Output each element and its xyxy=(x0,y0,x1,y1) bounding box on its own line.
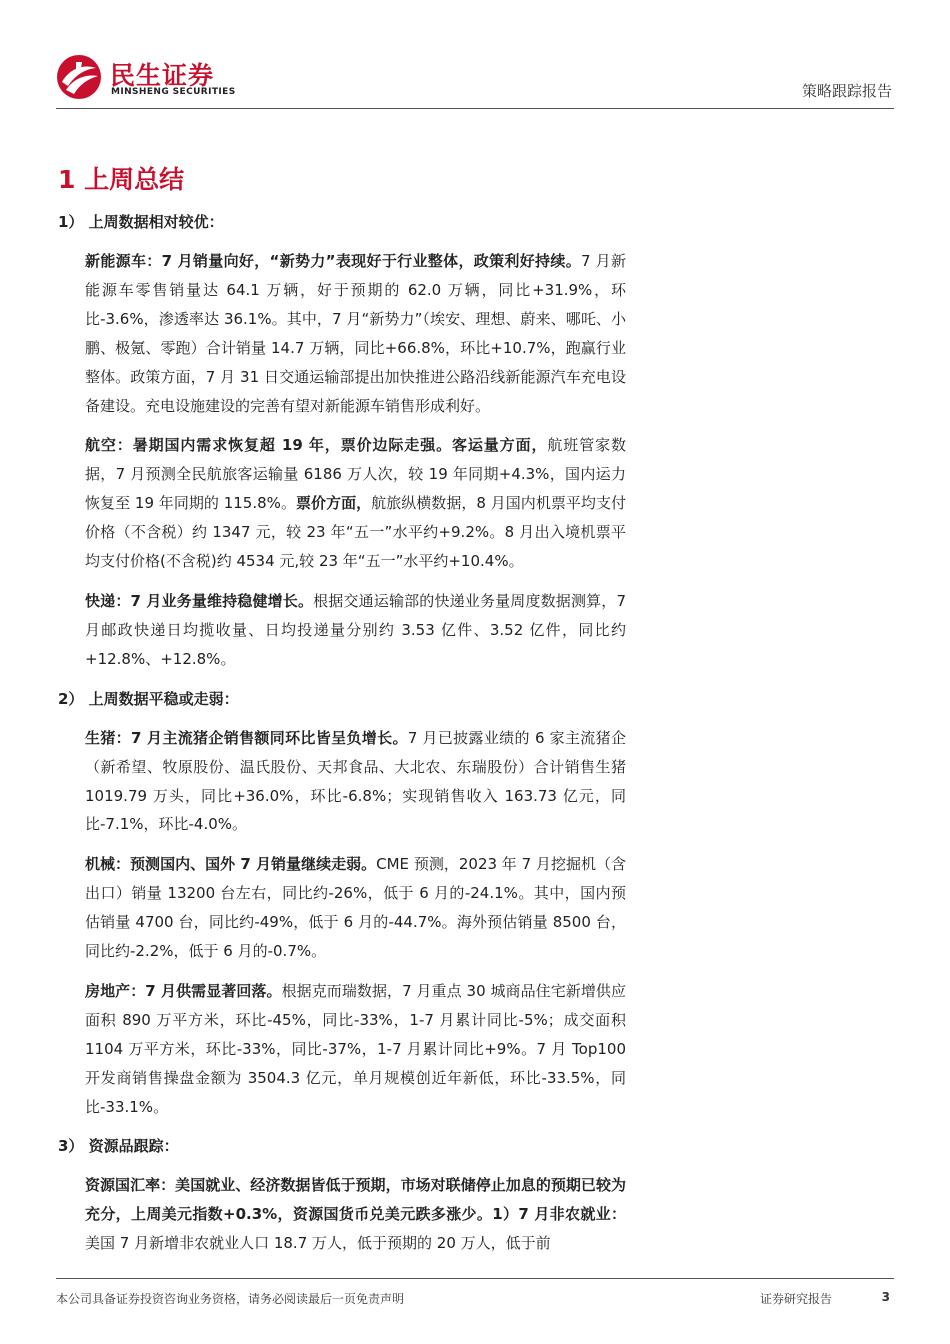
paragraph-nev xyxy=(85,247,626,420)
minsheng-logo xyxy=(56,54,236,104)
paragraph-aviation xyxy=(85,431,626,576)
page-header xyxy=(0,0,950,110)
paragraph-body: 7 月已披露业绩的 6 家主流猪企（新希望、牧原股份、温氏股份、天邦食品、大北农、东瑞股份）合计销售生猪 1019.79 万头，同比+36.0%，环比-6.8%；实现销售收入 163.73 亿元，同比-7.1%，环比-4.0%。 xyxy=(85,728,626,834)
minsheng-logo-icon xyxy=(56,54,102,100)
paragraph-machinery xyxy=(85,850,626,966)
main-content xyxy=(56,160,626,1269)
paragraph-body: 7 月新能源车零售销量达 64.1 万辆，好于预期的 62.0 万辆，同比+31.9%，环比-3.6%，渗透率达 36.1%。其中，7 月“新势力”（埃安、理想、蔚来、哪吒、小鹏、极氪、零跑）合计销量 14.7 万辆，同比+66.8%，环比+10.7%，跑赢行业整体。政策方面，7 月 31 日交通运输部提出加快推进公路沿线新能源汽车充电设备建设。充电设施建设的完善有望对新能源车销售形成利好。 xyxy=(85,252,626,415)
subsection-heading: 1） 上周数据相对较优： xyxy=(58,213,224,231)
paragraph-body: CME 预测，2023 年 7 月挖掘机（含出口）销量 13200 台左右，同比约-26%，低于 6 月的-24.1%。其中，国内预估销量 4700 台，同比约-49%，低于 6 月的-44.7%。海外预估销量 8500 台，同比约-2.2%，低于 6 月的-0.7%。 xyxy=(85,855,626,961)
subsection-heading: 2） 上周数据平稳或走弱： xyxy=(58,689,239,708)
subsection-heading: 3） 资源品跟踪： xyxy=(58,1137,179,1156)
paragraph-lead: 资源国汇率：美国就业、经济数据皆低于预期，市场对联储停止加息的预期已较为充分，上周美元指数+0.3%，资源国货币兑美元跌多涨少。1）7 月非农就业： xyxy=(85,1176,626,1224)
logo-english-name: MINSHENG SECURITIES xyxy=(111,87,236,97)
paragraph-lead: 房地产：7 月供需显著回落。 xyxy=(85,981,282,1000)
paragraph-body: 航班管家数据，7 月预测全民航旅客运输量 6186 万人次，较 19 年同期+4.3%，国内运力恢复至 19 年同期的 115.8%。 xyxy=(85,436,626,513)
paragraph-body: 根据交通运输部的快递业务量周度数据测算，7 月邮政快递日均揽收量、日均投递量分别约 3.53 亿件、3.52 亿件，同比约+12.8%、+12.8%。 xyxy=(85,591,626,668)
paragraph-body: 美国 7 月新增非农就业人口 18.7 万人，低于预期的 20 万人，低于前 xyxy=(85,1234,551,1253)
logo-chinese-name: 民生证券 xyxy=(110,61,215,90)
document-type: 策略跟踪报告 xyxy=(801,82,892,100)
header-divider xyxy=(56,108,894,109)
paragraph-body: 航旅纵横数据，8 月国内机票平均支付价格（不含税）约 1347 元，较 23 年“五一”水平约+9.2%。8 月出入境机票平均支付价格(不含税)约 4534 元,较 23 年“五一”水平约+10.4%。 xyxy=(85,494,626,571)
footer-disclaimer: 本公司具备证券投资咨询业务资格，请务必阅读最后一页免责声明 xyxy=(56,1292,405,1306)
paragraph-lead: 机械：预测国内、国外 7 月销量继续走弱。 xyxy=(85,855,377,874)
paragraph-sublead: 票价方面， xyxy=(295,494,372,513)
section-title: 1 上周总结 xyxy=(58,165,185,194)
paragraph-hogs xyxy=(85,724,626,840)
paragraph-lead: 航空：暑期国内需求恢复超 19 年，票价边际走强。客运量方面， xyxy=(85,436,548,455)
paragraph-lead: 生猪：7 月主流猪企销售额同环比皆呈负增长。 xyxy=(85,728,408,747)
paragraph-fx xyxy=(85,1171,626,1258)
paragraph-express xyxy=(85,587,626,674)
paragraph-lead: 新能源车：7 月销量向好，“新势力”表现好于行业整体，政策利好持续。 xyxy=(85,252,582,270)
paragraph-body: 根据克而瑞数据，7 月重点 30 城商品住宅新增供应面积 890 万平方米，环比-45%，同比-33%，1-7 月累计同比-5%；成交面积 1104 万平方米，环比-33%，同比-37%，1-7 月累计同比+9%。7 月 Top100 开发商销售操盘金额为 3504.3 亿元，单月规模创近年新低，环比-33.5%，同比-33.1%。 xyxy=(85,981,627,1116)
footer-report-type: 证券研究报告 xyxy=(760,1292,833,1306)
footer-divider xyxy=(56,1278,894,1279)
paragraph-lead: 快递：7 月业务量维持稳健增长。 xyxy=(85,591,314,610)
page-number: 3 xyxy=(881,1290,890,1304)
paragraph-real-estate xyxy=(85,977,626,1122)
